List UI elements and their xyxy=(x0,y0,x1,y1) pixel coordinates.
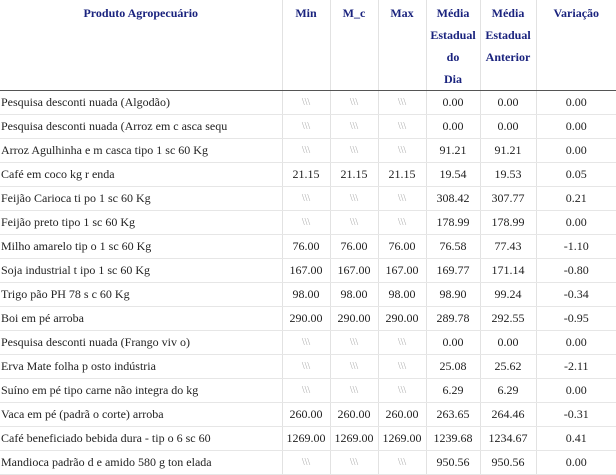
cell-min: \\\ xyxy=(282,211,330,235)
table-row xyxy=(0,235,616,259)
cell-variacao: -0.95 xyxy=(536,307,616,331)
cell-produto: Arroz Agulhinha e m casca tipo 1 sc 60 Kg xyxy=(0,139,282,163)
column-header-m-c: M_c xyxy=(330,0,378,91)
cell-m-c: 290.00 xyxy=(330,307,378,331)
cell-m-c: \\\ xyxy=(330,187,378,211)
cell-media-dia: 0.00 xyxy=(426,331,480,355)
column-header-media-dia-line2: Estadual do xyxy=(430,28,476,64)
cell-media-anterior: 178.99 xyxy=(480,211,536,235)
cell-variacao: 0.00 xyxy=(536,451,616,475)
cell-min: \\\ xyxy=(282,187,330,211)
cell-max: \\\ xyxy=(378,91,426,115)
cell-media-dia: 0.00 xyxy=(426,115,480,139)
cell-max: \\\ xyxy=(378,451,426,475)
cell-variacao: 0.00 xyxy=(536,115,616,139)
cell-variacao: 0.00 xyxy=(536,91,616,115)
cell-m-c: \\\ xyxy=(330,115,378,139)
cell-produto: Pesquisa desconti nuada (Arroz em c asca sequ xyxy=(0,115,282,139)
cell-produto: Café em coco kg r enda xyxy=(0,163,282,187)
cell-produto: Vaca em pé (padrã o corte) arroba xyxy=(0,403,282,427)
cell-media-anterior: 292.55 xyxy=(480,307,536,331)
cell-max: \\\ xyxy=(378,355,426,379)
table-body xyxy=(0,91,616,475)
column-header-media-dia-line1: Média xyxy=(436,6,470,20)
cell-media-anterior: 25.62 xyxy=(480,355,536,379)
cell-m-c: \\\ xyxy=(330,211,378,235)
cell-media-dia: 263.65 xyxy=(426,403,480,427)
cell-min: \\\ xyxy=(282,451,330,475)
cell-min: \\\ xyxy=(282,379,330,403)
cell-min: 290.00 xyxy=(282,307,330,331)
cell-variacao: 0.05 xyxy=(536,163,616,187)
cell-variacao: 0.21 xyxy=(536,187,616,211)
cell-max: 260.00 xyxy=(378,403,426,427)
cell-m-c: 260.00 xyxy=(330,403,378,427)
table-row xyxy=(0,427,616,451)
cell-media-anterior: 99.24 xyxy=(480,283,536,307)
cell-produto: Milho amarelo tip o 1 sc 60 Kg xyxy=(0,235,282,259)
table-row xyxy=(0,283,616,307)
column-header-media-anterior-line2: Estadual xyxy=(485,28,531,42)
cell-min: \\\ xyxy=(282,115,330,139)
column-header-media-anterior xyxy=(480,0,536,91)
cell-m-c: \\\ xyxy=(330,451,378,475)
column-header-variacao: Variação xyxy=(536,0,616,91)
cell-m-c: 21.15 xyxy=(330,163,378,187)
cell-min: \\\ xyxy=(282,91,330,115)
cell-media-anterior: 0.00 xyxy=(480,91,536,115)
table-row xyxy=(0,139,616,163)
cell-min: 1269.00 xyxy=(282,427,330,451)
header-row xyxy=(0,0,616,91)
column-header-media-dia-line3: Dia xyxy=(444,72,462,86)
cell-produto: Pesquisa desconti nuada (Frango viv o) xyxy=(0,331,282,355)
table-row xyxy=(0,307,616,331)
cell-media-anterior: 0.00 xyxy=(480,115,536,139)
cell-variacao: 0.00 xyxy=(536,211,616,235)
cell-media-dia: 91.21 xyxy=(426,139,480,163)
cell-media-dia: 950.56 xyxy=(426,451,480,475)
cell-media-anterior: 1234.67 xyxy=(480,427,536,451)
cell-media-dia: 178.99 xyxy=(426,211,480,235)
cell-media-dia: 98.90 xyxy=(426,283,480,307)
cell-media-dia: 289.78 xyxy=(426,307,480,331)
cell-m-c: 1269.00 xyxy=(330,427,378,451)
cell-produto: Feijão Carioca ti po 1 sc 60 Kg xyxy=(0,187,282,211)
cell-max: 21.15 xyxy=(378,163,426,187)
cell-variacao: 0.00 xyxy=(536,379,616,403)
table-row xyxy=(0,379,616,403)
cell-min: 260.00 xyxy=(282,403,330,427)
cell-produto: Suíno em pé tipo carne não integra do kg xyxy=(0,379,282,403)
cell-produto: Trigo pão PH 78 s c 60 Kg xyxy=(0,283,282,307)
cell-produto: Café beneficiado bebida dura - tip o 6 sc 60 xyxy=(0,427,282,451)
cell-media-dia: 19.54 xyxy=(426,163,480,187)
column-header-media-dia xyxy=(426,0,480,91)
column-header-produto: Produto Agropecuário xyxy=(0,0,282,91)
cell-variacao: -0.80 xyxy=(536,259,616,283)
cell-variacao: -0.31 xyxy=(536,403,616,427)
cell-max: \\\ xyxy=(378,187,426,211)
cell-variacao: -2.11 xyxy=(536,355,616,379)
cell-media-anterior: 0.00 xyxy=(480,331,536,355)
table-row xyxy=(0,163,616,187)
cell-media-anterior: 307.77 xyxy=(480,187,536,211)
cell-media-dia: 0.00 xyxy=(426,91,480,115)
cell-min: 98.00 xyxy=(282,283,330,307)
cell-media-dia: 76.58 xyxy=(426,235,480,259)
cell-min: 76.00 xyxy=(282,235,330,259)
cell-max: \\\ xyxy=(378,211,426,235)
cell-variacao: 0.00 xyxy=(536,139,616,163)
cell-produto: Pesquisa desconti nuada (Algodão) xyxy=(0,91,282,115)
cell-max: \\\ xyxy=(378,115,426,139)
cell-max: 1269.00 xyxy=(378,427,426,451)
cell-min: 167.00 xyxy=(282,259,330,283)
cell-m-c: 98.00 xyxy=(330,283,378,307)
cell-media-dia: 169.77 xyxy=(426,259,480,283)
cell-variacao: 0.00 xyxy=(536,331,616,355)
cell-m-c: \\\ xyxy=(330,379,378,403)
cell-m-c: \\\ xyxy=(330,331,378,355)
cell-m-c: \\\ xyxy=(330,91,378,115)
cell-media-dia: 6.29 xyxy=(426,379,480,403)
cell-media-anterior: 6.29 xyxy=(480,379,536,403)
column-header-max: Max xyxy=(378,0,426,91)
cell-media-dia: 1239.68 xyxy=(426,427,480,451)
cell-media-anterior: 264.46 xyxy=(480,403,536,427)
cell-media-dia: 25.08 xyxy=(426,355,480,379)
cell-media-anterior: 77.43 xyxy=(480,235,536,259)
column-header-min: Min xyxy=(282,0,330,91)
table-row xyxy=(0,355,616,379)
table-row xyxy=(0,451,616,475)
cell-m-c: 76.00 xyxy=(330,235,378,259)
column-header-media-anterior-line1: Média xyxy=(491,6,525,20)
cell-variacao: 0.41 xyxy=(536,427,616,451)
column-header-media-anterior-line3: Anterior xyxy=(485,50,531,64)
cell-produto: Boi em pé arroba xyxy=(0,307,282,331)
cell-max: 76.00 xyxy=(378,235,426,259)
table-row xyxy=(0,403,616,427)
cell-produto: Soja industrial t ipo 1 sc 60 Kg xyxy=(0,259,282,283)
table-row xyxy=(0,91,616,115)
cell-variacao: -0.34 xyxy=(536,283,616,307)
cell-produto: Erva Mate folha p osto indústria xyxy=(0,355,282,379)
cell-max: 167.00 xyxy=(378,259,426,283)
cell-media-anterior: 91.21 xyxy=(480,139,536,163)
table-row xyxy=(0,331,616,355)
cell-media-dia: 308.42 xyxy=(426,187,480,211)
table-row xyxy=(0,259,616,283)
cell-m-c: \\\ xyxy=(330,139,378,163)
cell-variacao: -1.10 xyxy=(536,235,616,259)
cell-media-anterior: 19.53 xyxy=(480,163,536,187)
cell-m-c: 167.00 xyxy=(330,259,378,283)
cell-min: \\\ xyxy=(282,139,330,163)
table-row xyxy=(0,115,616,139)
table-row xyxy=(0,211,616,235)
cell-min: \\\ xyxy=(282,355,330,379)
cell-max: 290.00 xyxy=(378,307,426,331)
cell-produto: Mandioca padrão d e amido 580 g ton elada xyxy=(0,451,282,475)
cell-max: 98.00 xyxy=(378,283,426,307)
cell-max: \\\ xyxy=(378,139,426,163)
cell-max: \\\ xyxy=(378,379,426,403)
cell-media-anterior: 950.56 xyxy=(480,451,536,475)
cell-media-anterior: 171.14 xyxy=(480,259,536,283)
cell-min: 21.15 xyxy=(282,163,330,187)
table-row xyxy=(0,187,616,211)
cell-m-c: \\\ xyxy=(330,355,378,379)
cell-min: \\\ xyxy=(282,331,330,355)
cell-produto: Feijão preto tipo 1 sc 60 Kg xyxy=(0,211,282,235)
cell-max: \\\ xyxy=(378,331,426,355)
